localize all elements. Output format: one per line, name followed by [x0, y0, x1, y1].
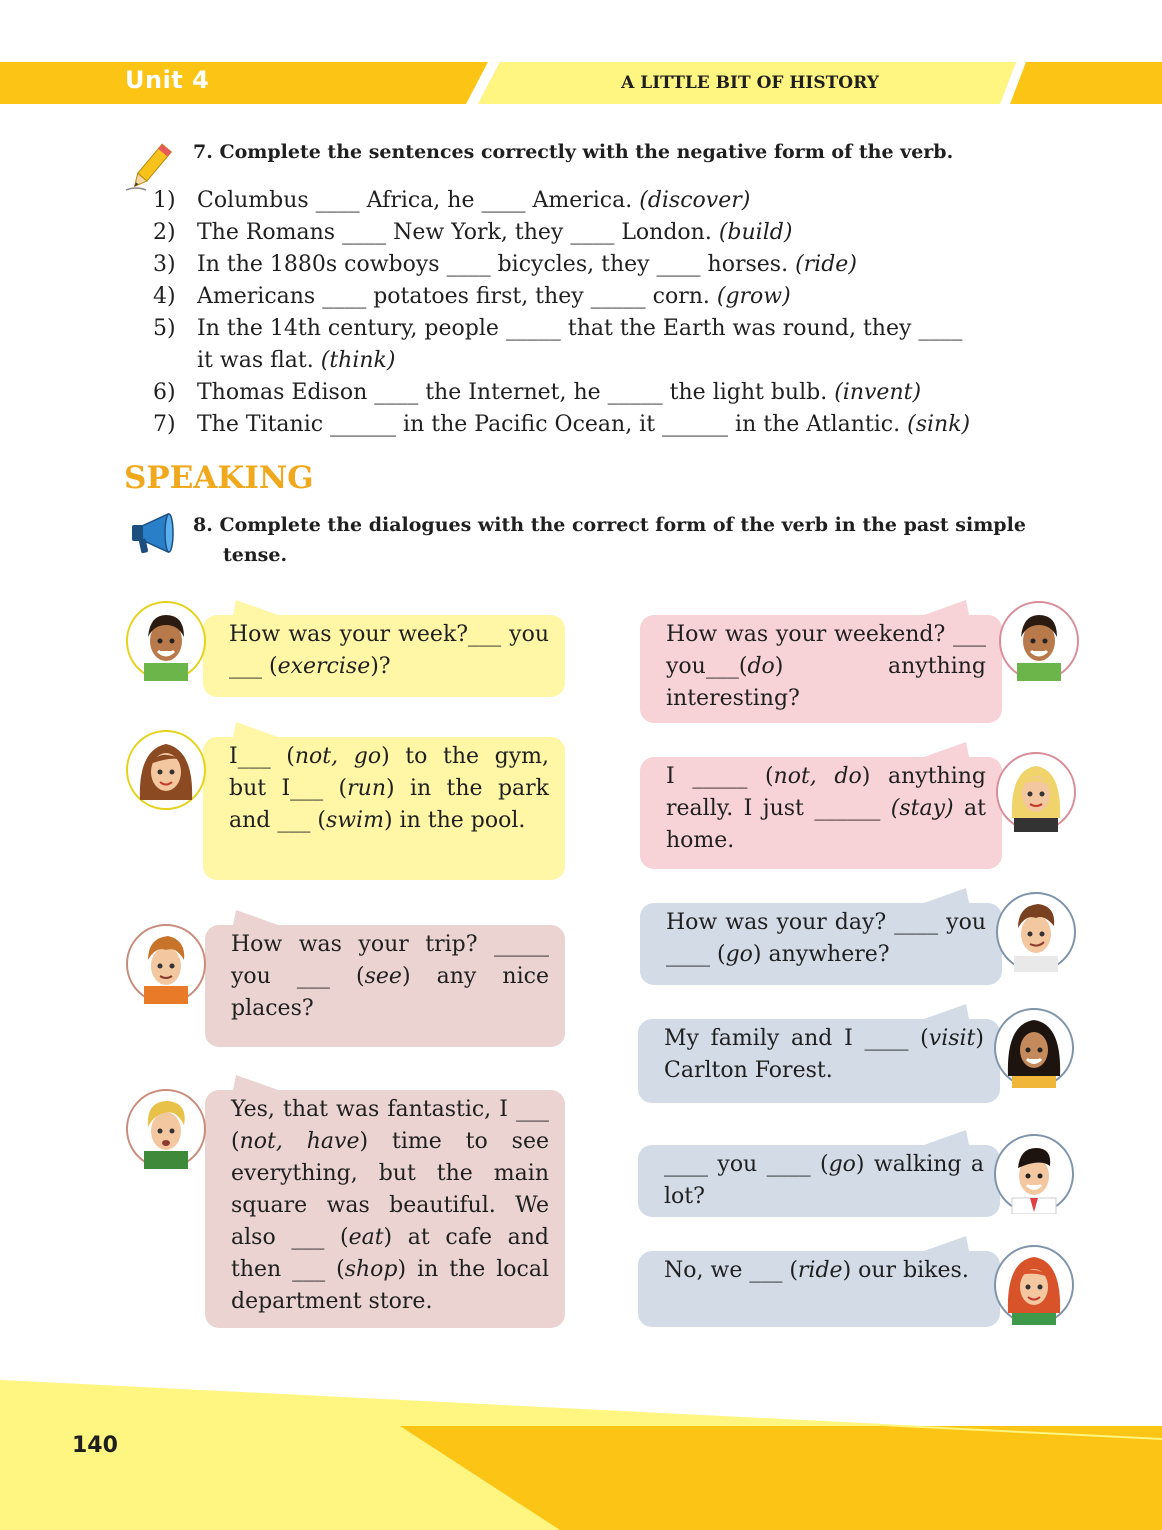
speech-bubble: How was your weekend? ___ you___(do) anything interesting?	[640, 615, 1002, 723]
exercise7-instruction: 7. Complete the sentences correctly with the negative form of the verb.	[193, 141, 954, 163]
girl-black-hair-avatar	[994, 1008, 1074, 1088]
boy-dark-hair-avatar	[126, 601, 206, 681]
girl-red-hair-avatar	[994, 1245, 1074, 1325]
boy-blond-hair-avatar	[126, 1089, 206, 1169]
man-black-hair-avatar	[994, 1134, 1074, 1214]
exercise8-instruction	[193, 510, 1093, 570]
instruction-line-1: 8. Complete the dialogues with the correct form of the verb in the past simple	[193, 514, 1026, 536]
sentence-number: 6)	[153, 380, 176, 405]
sentence-text: Thomas Edison ____ the Internet, he _____ the light bulb.	[197, 380, 828, 405]
girl-brown-hair-avatar	[126, 730, 206, 810]
speech-bubble: How was your week?___ you ___ (exercise)?	[203, 615, 565, 697]
sentence-number: 5)	[153, 316, 176, 341]
sentence-number: 4)	[153, 284, 176, 309]
speech-bubble: I___ (not, go) to the gym, but I___ (run) in the park and ___ (swim) in the pool.	[203, 737, 565, 880]
boy-brown-hair-avatar	[996, 892, 1076, 972]
speech-bubble: My family and I ____ (visit) Carlton Forest.	[638, 1019, 1000, 1103]
speaking-heading: SPEAKING	[124, 460, 314, 496]
verb-hint: (invent)	[834, 380, 922, 405]
sentence-number: 7)	[153, 412, 176, 437]
sentence-number: 3)	[153, 252, 176, 277]
sentence-text: Americans ____ potatoes first, they _____ corn.	[197, 284, 710, 309]
sentence-4	[153, 281, 1093, 313]
sentence-6	[153, 377, 1093, 409]
sentence-2	[153, 217, 1093, 249]
sentence-number: 2)	[153, 220, 176, 245]
sentence-text: In the 14th century, people _____ that the Earth was round, they ____	[197, 316, 963, 341]
speech-bubble: Yes, that was fantastic, I ___ (not, have) time to see everything, but the main square was beautiful. We also ___ (eat) at cafe and then ___ (shop) in the local department store.	[205, 1090, 565, 1328]
sentence-3	[153, 249, 1093, 281]
sentence-7	[153, 409, 1093, 441]
sentence-5-cont	[153, 345, 1093, 377]
verb-hint: (sink)	[907, 412, 971, 437]
verb-hint: (grow)	[716, 284, 791, 309]
unit-label: Unit 4	[125, 66, 210, 94]
verb-hint: (build)	[718, 220, 793, 245]
page-number: 140	[72, 1433, 118, 1458]
sentence-text: it was flat.	[197, 348, 314, 373]
footer-decoration	[0, 1380, 1162, 1530]
exercise7-list	[153, 185, 1093, 441]
sentence-number: 1)	[153, 188, 176, 213]
speech-bubble: No, we ___ (ride) our bikes.	[638, 1251, 1000, 1327]
sentence-text: The Titanic ______ in the Pacific Ocean, it ______ in the Atlantic.	[197, 412, 901, 437]
section-title: A LITTLE BIT OF HISTORY	[621, 73, 879, 93]
verb-hint: (ride)	[795, 252, 857, 277]
speech-bubble: ____ you ____ (go) walking a lot?	[638, 1145, 1000, 1217]
boy-orange-hair-avatar	[126, 924, 206, 1004]
girl-blond-hair-avatar	[996, 752, 1076, 832]
sentence-1	[153, 185, 1093, 217]
sentence-5	[153, 313, 1093, 345]
sentence-text: The Romans ____ New York, they ____ London.	[197, 220, 712, 245]
speech-bubble: How was your day? ____ you ____ (go) anywhere?	[640, 903, 1002, 985]
speech-bubble: How was your trip? _____ you ___ (see) any nice places?	[205, 925, 565, 1047]
verb-hint: (think)	[320, 348, 396, 373]
verb-hint: (discover)	[639, 188, 751, 213]
speech-bubble: I _____ (not, do) anything really. I just ______ (stay) at home.	[640, 757, 1002, 869]
boy-dark-hair-avatar	[999, 601, 1079, 681]
instruction-line-2: tense.	[223, 544, 288, 566]
megaphone-icon	[128, 512, 180, 556]
sentence-text: Columbus ____ Africa, he ____ America.	[197, 188, 633, 213]
sentence-text: In the 1880s cowboys ____ bicycles, they ____ horses.	[197, 252, 789, 277]
